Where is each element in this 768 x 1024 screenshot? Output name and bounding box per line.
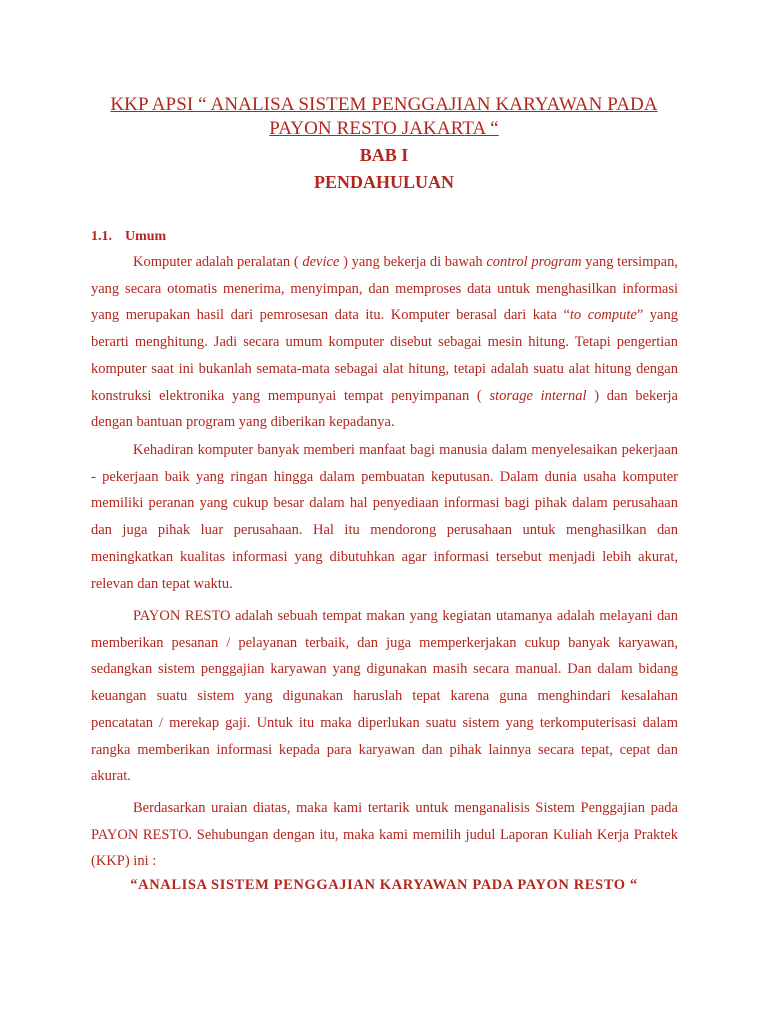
document-title-line-1: KKP APSI “ ANALISA SISTEM PENGGAJIAN KARYAWAN PADA	[110, 94, 658, 115]
section-number: 1.1.	[91, 229, 112, 244]
paragraph-1-italic-device: device	[302, 254, 340, 270]
paragraph-2: Kehadiran komputer banyak memberi manfaat bagi manusia dalam menyelesaikan pekerjaan - pekerjaan baik yang ringan hingga dalam pembuatan keputusan. Dalam dunia usaha komputer memiliki peranan yang cukup besar dalam hal penyediaan informasi bagi pihak dalam perusahaan dan juga pihak luar perusahaan. Hal itu mendorong perusahaan untuk menghasilkan dan meningkatkan kualitas informasi yang dibutuhkan agar informasi tersebut menjadi lebih akurat, relevan dan tepat waktu.	[91, 442, 678, 592]
paragraph-3: PAYON RESTO adalah sebuah tempat makan yang kegiatan utamanya adalah melayani dan memberikan pesanan / pelayanan terbaik, dan juga memperkerjakan cukup banyak karyawan, sedangkan sistem penggajian karyawan yang digunakan masih secara manual. Dan dalam bidang keuangan suatu sistem yang digunakan haruslah tepat karena guna menghindari kesalahan pencatatan / merekap gaji. Untuk itu maka diperlukan suatu sistem yang terkomputerisasi dalam rangka memberikan informasi kepada para karyawan dan pihak lainnya secara tepat, cepat dan akurat.	[91, 608, 678, 785]
paragraph-1-text-4: ” yang berarti menghitung. Jadi secara umum komputer disebut sebagai mesin hitung. Tetapi pengertian komputer saat ini bukanlah semata-mata sebagai alat hitung, tetapi adalah suatu alat hitung dengan konstruksi elektronika yang mempunyai tempat penyimpanan (	[91, 307, 678, 404]
paragraph-1-text-1: Komputer adalah peralatan (	[133, 254, 303, 270]
paragraph-1-italic-control-program: control program	[486, 254, 582, 270]
section-title: Umum	[125, 229, 167, 244]
proposed-title: “ANALISA SISTEM PENGGAJIAN KARYAWAN PADA PAYON RESTO “	[130, 877, 638, 893]
paragraph-1-italic-to-compute: to compute	[569, 307, 637, 324]
chapter-title: PENDAHULUAN	[313, 172, 454, 192]
paragraph-1-text-5: ) dan bekerja dengan bantuan program yang diberikan kepadanya.	[91, 387, 678, 431]
paragraph-1-italic-storage-internal: storage internal	[489, 387, 587, 404]
paragraph-1	[91, 249, 678, 436]
paragraph-1-text-2: ) yang bekerja di bawah	[339, 254, 487, 270]
document-title-line-2: PAYON RESTO JAKARTA “	[269, 118, 499, 139]
paragraph-4: Berdasarkan uraian diatas, maka kami tertarik untuk menganalisis Sistem Penggajian pada PAYON RESTO. Sehubungan dengan itu, maka kami memilih judul Laporan Kuliah Kerja Praktek (KKP) ini :	[91, 800, 678, 870]
paragraph-1-text-3: yang tersimpan, yang secara otomatis menerima, menyimpan, dan memproses data untuk menghasilkan informasi yang merupakan hasil dari pemrosesan data itu. Komputer berasal dari kata “	[91, 254, 678, 324]
chapter-number: BAB I	[359, 145, 409, 165]
section-heading	[91, 229, 166, 245]
